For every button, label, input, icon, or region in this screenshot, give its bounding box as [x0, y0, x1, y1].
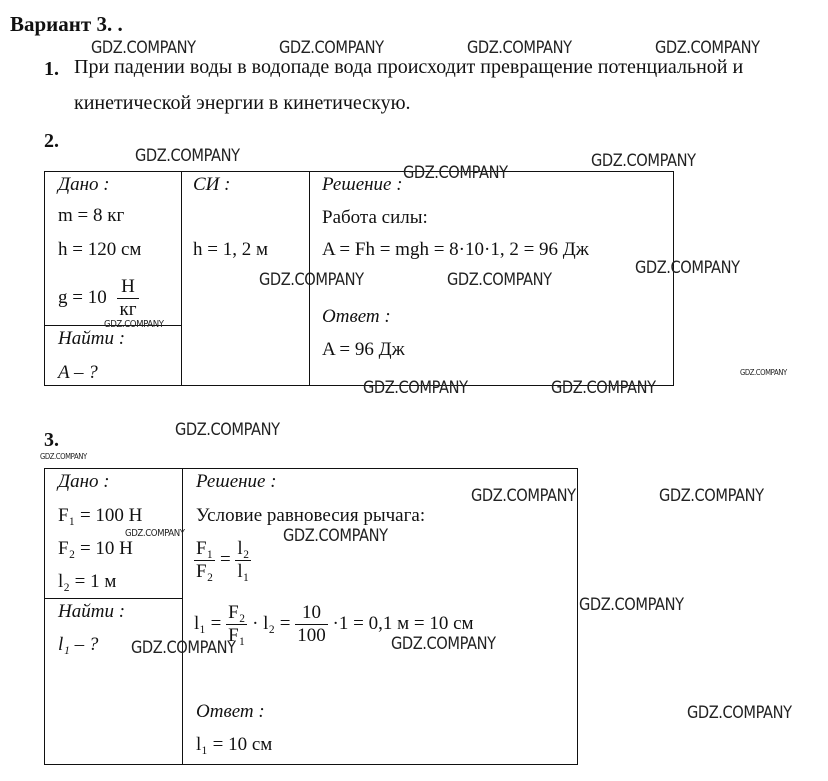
- watermark: GDZ.COMPANY: [391, 634, 496, 654]
- watermark: GDZ.COMPANY: [635, 258, 740, 278]
- watermark: GDZ.COMPANY: [551, 378, 656, 398]
- q3-find-value: l₁ – ?: [58, 634, 99, 655]
- q3-ratio: [194, 538, 251, 583]
- q2-answer-label: Ответ :: [322, 306, 391, 327]
- watermark: GDZ.COMPANY: [363, 378, 468, 398]
- q3-solution-label: Решение :: [196, 471, 277, 492]
- watermark: GDZ.COMPANY: [659, 486, 764, 506]
- watermark: GDZ.COMPANY: [740, 368, 787, 377]
- title-text: Вариант 3.: [10, 12, 113, 36]
- q1-number: 1.: [44, 58, 59, 80]
- q2-given-g: [58, 276, 139, 321]
- q3-calc-l1: l₁ =: [194, 612, 222, 634]
- q1-line1: При падении воды в водопаде вода происходит превращение потенциальной и: [74, 56, 744, 78]
- q3-answer-label: Ответ :: [196, 701, 265, 722]
- q3-calc-10: 10: [295, 602, 328, 625]
- watermark: GDZ.COMPANY: [131, 638, 236, 658]
- watermark: GDZ.COMPANY: [135, 146, 240, 166]
- watermark: GDZ.COMPANY: [447, 270, 552, 290]
- q3-solution-line1: Условие равновесия рычага:: [196, 505, 426, 526]
- watermark: GDZ.COMPANY: [104, 319, 164, 330]
- q3-ratio-eq: =: [219, 548, 231, 570]
- q3-calc-mid: · l₂ =: [252, 612, 291, 634]
- q2-si-label: СИ :: [193, 174, 231, 195]
- q2-solution-line2: A = Fh = mgh = 8·10·1, 2 = 96 Дж: [322, 239, 589, 260]
- q2-g-unit-den: кг: [119, 299, 137, 320]
- title-dot: .: [117, 12, 123, 36]
- q2-g-unit-num: Н: [117, 276, 138, 299]
- watermark: GDZ.COMPANY: [125, 528, 185, 539]
- q3-given-find-divider: [44, 598, 183, 599]
- q3-find-label: Найти :: [58, 601, 126, 622]
- q2-si-h: h = 1, 2 м: [193, 239, 268, 260]
- q2-answer-value: A = 96 Дж: [322, 339, 405, 360]
- q3-ratio-f1: F₁: [196, 538, 214, 559]
- q3-calc-f1: F₁: [228, 625, 246, 646]
- q3-calc-100: 100: [297, 625, 326, 646]
- watermark: GDZ.COMPANY: [471, 486, 576, 506]
- q3-ratio-l2: l₂: [237, 538, 250, 559]
- q2-solution-label: Решение :: [322, 174, 403, 195]
- watermark: GDZ.COMPANY: [467, 38, 572, 58]
- q3-calc-f2: F₂: [228, 602, 246, 623]
- watermark: GDZ.COMPANY: [259, 270, 364, 290]
- q3-ratio-l1: l₁: [237, 561, 250, 582]
- watermark: GDZ.COMPANY: [655, 38, 760, 58]
- q2-number: 2.: [44, 130, 59, 152]
- watermark: GDZ.COMPANY: [579, 595, 684, 615]
- q3-given-label: Дано :: [58, 471, 110, 492]
- q3-calc-rest: ·1 = 0,1 м = 10 см: [332, 612, 474, 634]
- watermark: GDZ.COMPANY: [283, 526, 388, 546]
- q3-divider: [182, 468, 183, 764]
- watermark: GDZ.COMPANY: [591, 151, 696, 171]
- q2-given-label: Дано :: [58, 174, 110, 195]
- watermark: GDZ.COMPANY: [91, 38, 196, 58]
- q2-given-m: m = 8 кг: [58, 205, 125, 226]
- watermark: GDZ.COMPANY: [403, 163, 508, 183]
- q3-ratio-f2: F₂: [196, 561, 214, 582]
- q2-given-h: h = 120 см: [58, 239, 142, 260]
- q3-given-f2: F₂ = 10 Н: [58, 538, 133, 559]
- q2-find-value: A – ?: [58, 362, 98, 383]
- watermark: GDZ.COMPANY: [40, 452, 87, 461]
- q3-number: 3.: [44, 429, 59, 451]
- q3-answer-value: l₁ = 10 см: [196, 734, 273, 755]
- q2-divider-1: [181, 171, 182, 385]
- q3-given-l2: l₂ = 1 м: [58, 571, 117, 592]
- watermark: GDZ.COMPANY: [687, 703, 792, 723]
- q2-g-value: g = 10: [58, 286, 107, 308]
- q2-solution-line1: Работа силы:: [322, 207, 428, 228]
- q2-find-label: Найти :: [58, 328, 126, 349]
- q1-line2: кинетической энергии в кинетическую.: [74, 92, 411, 114]
- watermark: GDZ.COMPANY: [175, 420, 280, 440]
- page-title: [10, 12, 123, 37]
- watermark: GDZ.COMPANY: [279, 38, 384, 58]
- q3-given-f1: F₁ = 100 Н: [58, 505, 143, 526]
